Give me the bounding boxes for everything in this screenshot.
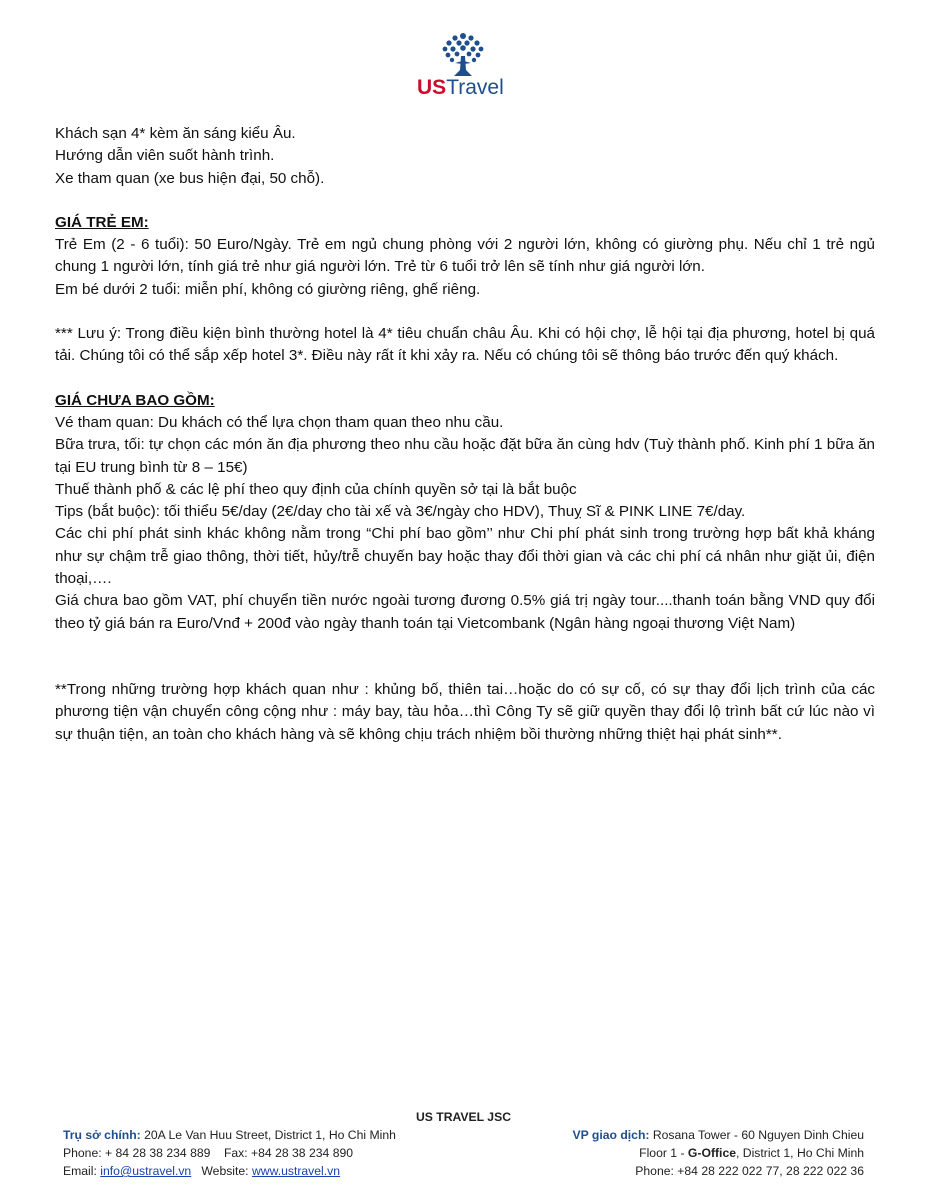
office-floor-suffix: , District 1, Ho Chi Minh	[736, 1146, 864, 1160]
not-included-item: Tips (bắt buộc): tối thiểu 5€/day (2€/day cho tài xế và 3€/ngày cho HDV), Thuỵ Sĩ & PINK LINE 7€/day.	[55, 503, 746, 521]
hq-label: Trụ sở chính:	[63, 1128, 141, 1142]
company-logo	[0, 30, 927, 102]
office-floor-prefix: Floor 1 -	[639, 1146, 688, 1160]
disclaimer-paragraph: **Trong những trường hợp khách quan như : khủng bố, thiên tai…hoặc do có sự cố, có sự thay đổi lịch trình của các phương tiện vận chuyển công cộng như : máy bay, tàu hỏa…thì Công Ty sẽ giữ quyền thay đổi lộ trình bất cứ lúc nào vì sự thuận tiện, an toàn cho khách hàng và sẽ không chịu trách nhiệm bồi thường những thiệt hại phát sinh**.	[55, 680, 875, 743]
logo-travel-text: Travel	[446, 76, 504, 99]
logo-us-text: US	[417, 76, 447, 99]
website-label: Website:	[191, 1164, 252, 1178]
tree-logo-icon	[440, 30, 486, 78]
child-price-heading: GIÁ TRẺ EM:	[55, 213, 149, 231]
hq-address: 20A Le Van Huu Street, District 1, Ho Chi Minh	[140, 1128, 396, 1142]
not-included-heading: GIÁ CHƯA BAO GỒM:	[55, 391, 215, 409]
office-floor-name: G-Office	[687, 1146, 736, 1160]
email-label: Email:	[63, 1164, 101, 1178]
not-included-item: Giá chưa bao gồm VAT, phí chuyển tiền nước ngoài tương đương 0.5% giá trị ngày tour....thanh toán bằng VND quy đổi theo tỷ giá bán ra Euro/Vnđ + 200đ vào ngày thanh toán tại Vietcombank (Ngân hàng ngoại thương Việt Nam)	[55, 592, 875, 632]
office-label: VP giao dịch:	[572, 1128, 650, 1142]
infant-price-paragraph: Em bé dưới 2 tuổi: miễn phí, không có giường riêng, ghế riêng.	[55, 280, 481, 298]
not-included-item: Thuế thành phố & các lệ phí theo quy định của chính quyền sở tại là bắt buộc	[55, 480, 577, 498]
included-line: Xe tham quan (xe bus hiện đại, 50 chỗ).	[55, 169, 325, 187]
office-phone: Phone: +84 28 222 022 77, 28 222 022 36	[635, 1164, 864, 1178]
not-included-item: Bữa trưa, tối: tự chọn các món ăn địa phương theo nhu cầu hoặc đặt bữa ăn cùng hdv (Tuỳ thành phố. Kinh phí 1 bữa ăn tại EU trung bình từ 8 – 15€)	[55, 436, 875, 476]
child-price-paragraph: Trẻ Em (2 - 6 tuổi): 50 Euro/Ngày. Trẻ em ngủ chung phòng với 2 người lớn, không có giường phụ. Nếu chỉ 1 trẻ ngủ chung 1 người lớn, tính giá trẻ như giá người lớn. Trẻ từ 6 tuổi trở lên sẽ tính như giá người lớn.	[55, 236, 875, 276]
not-included-item: Vé tham quan: Du khách có thể lựa chọn tham quan theo nhu cầu.	[55, 413, 504, 431]
footer-head-office	[63, 1126, 483, 1180]
document-body	[55, 123, 875, 746]
logo-wordmark	[417, 74, 517, 102]
included-line: Khách sạn 4* kèm ăn sáng kiểu Âu.	[55, 125, 296, 142]
included-line: Hướng dẫn viên suốt hành trình.	[55, 147, 275, 165]
not-included-item: Các chi phí phát sinh khác không nằm trong “Chi phí bao gồm’’ như Chi phí phát sinh trong trường hợp bất khả kháng như sự chậm trễ giao thông, thời tiết, hủy/trễ chuyến bay hoặc thay đổi thời gian và các chi phí cá nhân như giặt ủi, điện thoại,….	[55, 525, 875, 588]
hotel-note: *** Lưu ý: Trong điều kiện bình thường hotel là 4* tiêu chuẩn châu Âu. Khi có hội chợ, lễ hội tại địa phương, hotel bị quá tải. Chúng tôi có thể sắp xếp hotel 3*. Điều này rất ít khi xảy ra. Nếu có chúng tôi sẽ thông báo trước đến quý khách.	[55, 325, 875, 365]
email-link[interactable]: info@ustravel.vn	[100, 1164, 192, 1178]
footer-company-name: US TRAVEL JSC	[415, 1110, 512, 1124]
hq-phone: Phone: + 84 28 38 234 889 Fax: +84 28 38 234 890	[63, 1146, 354, 1160]
footer-transaction-office	[444, 1126, 864, 1180]
website-link[interactable]: www.ustravel.vn	[251, 1164, 341, 1178]
office-address: Rosana Tower - 60 Nguyen Dinh Chieu	[649, 1128, 864, 1142]
